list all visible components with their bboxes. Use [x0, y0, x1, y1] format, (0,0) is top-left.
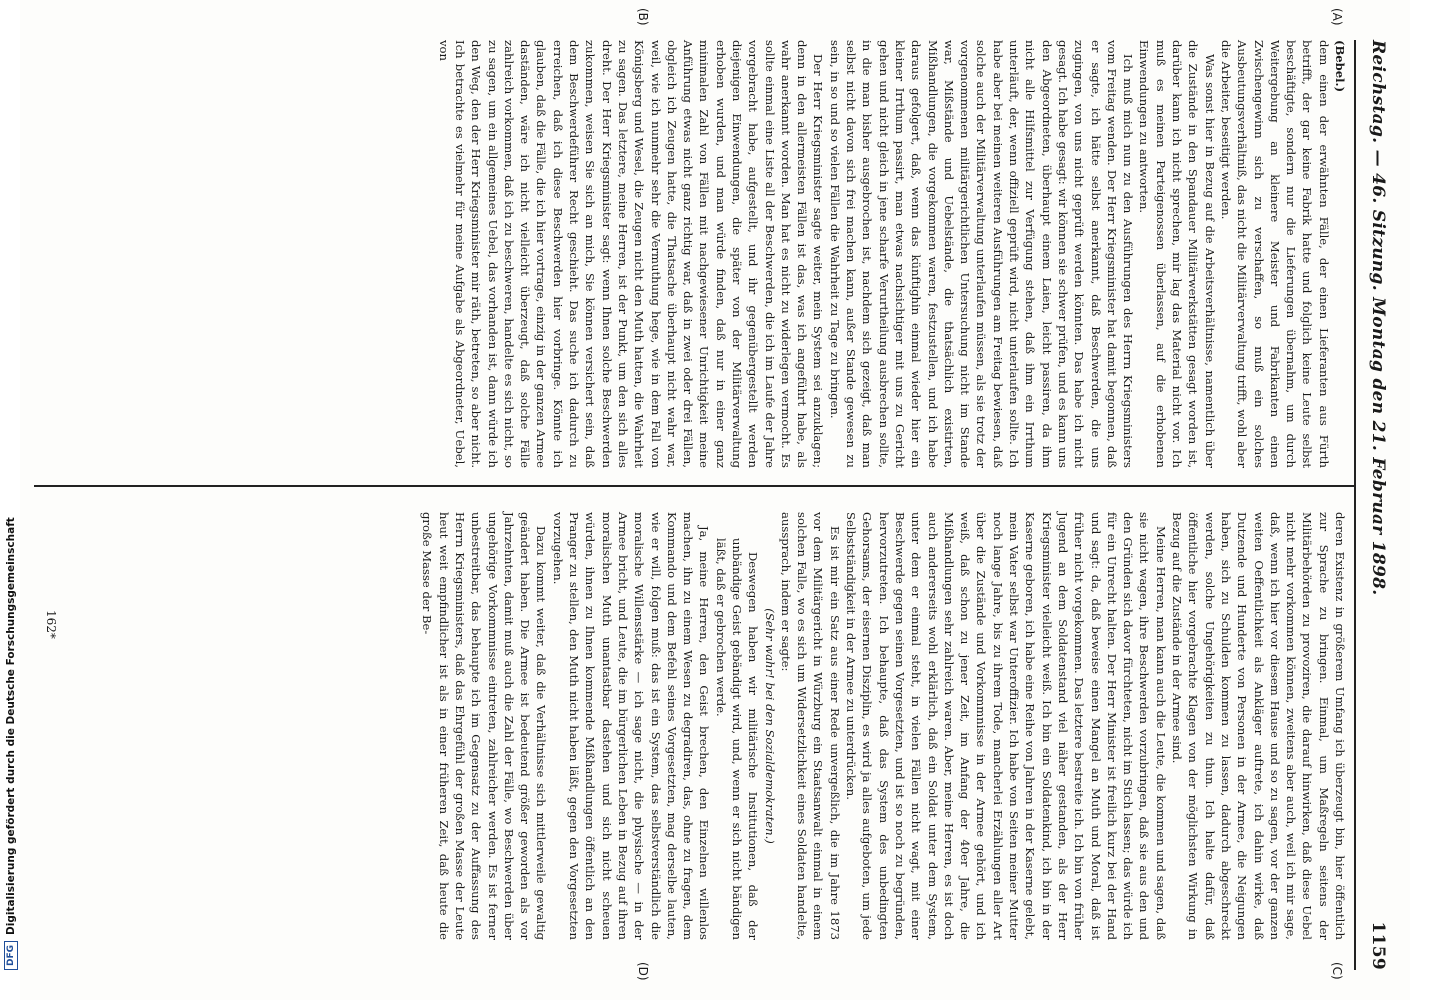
- right-column: [419, 512, 1348, 940]
- page-header: [1360, 40, 1396, 970]
- margin-marker-d: (D): [636, 962, 650, 981]
- header-rule: [1354, 40, 1356, 970]
- paragraph: Meine Herren, man kann auch die Leute, die kommen und sagen, daß sie nicht wagen, ihre Beschwerden vorzubringen, daß sie aus den und den Gründen sich davor fürchteten, nicht im Stich lassen; das würde ich für ein Unrecht halten. Der Herr Minister ist freilich kurz bei der Hand und sagt: da, daß beweise einen Mangel an Muth und Moral, daß ist früher nicht vorgekommen. Das letztere bestreite ich. Ich bin von früher Jugend an dem Soldatenstand viel näher gestanden, als der Herr Kriegsminister vielleicht weiß. Ich bin ein Soldatenkind, ich bin in der Kaserne geboren, ich habe eine Reihe von Jahren in der Kaserne gelebt, mein Vater selbst war Unteroffizier. Ich habe von Seiten meiner Mutter noch lange Jahre, bis zu ihrem Tode, mancherlei Erzählungen aller Art über die Zustände und Vorkommnisse in der Armee gehört, und ich weiß, daß schon zu jener Zeit, im Anfang der 40er Jahre, die Mißhandlungen sehr zahlreich waren. Aber, meine Herren, es ist doch auch andererseits wohl erklärlich, daß ein Soldat unter dem System, unter dem er einmal steht, in vielen Fällen nicht wagt, mit einer Beschwerde gegen seinen Vorgesetzten, und ist so noch zu begründen, hervorzutreten. Ich behaupte, daß das System des unbedingten Gehorsams, der eisernen Disziplin, es wird ja alles aufgeboten, um jede Selbstständigkeit in der Armee zu unterdrücken.: [844, 512, 1168, 940]
- paragraph: deren Existenz in größerem Umfang ich überzeugt bin, hier öffentlich zur Sprache zu bringen. Einmal, um Maßregeln seitens der Militärbehörden zu provoziren, die darauf hinwirken, daß diese Uebel nicht mehr vorkommen können, zweitens aber auch, weil ich mir sage, daß, wenn ich hier vor diesem Hause und so zu sagen, vor der ganzen weiten Oeffentlichkeit als Ankläger auftrete, ich dahin wirke, daß Dutzende und Hunderte von Personen in der Armee, die Neigungen haben, sich zu Schulden kommen zu lassen, dadurch abgeschreckt werden, solche Ungehörigkeiten zu thun. Ich halte dafür, daß öffentliche hier vorgebrachte Klagen von der möglichsten Wirkung in Bezug auf die Zustände in der Armee sind.: [1170, 512, 1347, 940]
- page-title: Reichstag. — 46. Sitzung. Montag den 21. Februar 1898.: [1368, 40, 1388, 596]
- speaker-label: (Bebel.): [1333, 40, 1347, 93]
- paragraph: dem einen der erwähnten Fälle, der einen Lieferanten aus Fürth betrifft, der gar keine Fabrik hatte und folglich keine Leute selbst beschäftigte, sondern nur die Lieferungen übernahm, um durch Weitergebung an kleinere Meister und Fabrikanten einen Zwischengewinn sich zu verschaffen, so muß ein solches Ausbeutungsverhältniß, das nicht die Militärverwaltung trifft, wohl aber die Arbeiter, beseitigt werden.: [1218, 40, 1331, 468]
- margin-marker-a: (A): [1330, 8, 1344, 26]
- attribution-strip: [2, 0, 20, 1000]
- dfg-logo: DFG: [4, 941, 18, 970]
- signature-mark: 162*: [44, 610, 58, 639]
- paragraph: Ja, meine Herren, den Geist brechen, den Einzelnen willenlos machen, ihn zu einem Wesen zu degradiren, das, ohne zu fragen, dem Kommando und dem Befehl seines Vorgesetzten, mag derselbe lauten, wie er will, folgen muß: das ist ein System, das selbstverständlich die moralische Willensstärke — ich sage nicht, die physische — in der Armee bricht, und Leute, die im bürgerlichen Leben in Bezug auf ihren moralischen Muth unantastbar dastehen und sich nicht scheuen würden, ihnen zu Ihnen kommende Mißhandlungen öffentlich an den Pranger zu stellen, den Muth nicht haben läßt, gegen den Vorgesetzten vorzugehen.: [550, 512, 712, 940]
- left-column: [435, 40, 1348, 468]
- attribution-text: Digitalisierung gefördert durch die Deutsche Forschungsgemeinschaft: [5, 517, 17, 935]
- quotation: Deswegen haben wir militärische Institutionen, daß der unbändige Geist gebändigt wird, und, wenn er sich nicht bändigen läßt, daß er gebrochen werde.: [713, 538, 761, 940]
- margin-marker-b: (B): [636, 8, 650, 26]
- page-number: 1159: [1368, 921, 1388, 970]
- scanned-page: [20, 0, 1410, 1000]
- margin-marker-c: (C): [1330, 962, 1344, 980]
- column-divider: [34, 485, 1354, 487]
- paragraph: Der Herr Kriegsminister sagte weiter, mein System sei anzuklagen; denn in den allermeisten Fällen ist das, was ich angeführt habe, als wahr anerkannt worden. Man hat es nicht zu widerlegen vermocht. Es sollte einmal eine Liste all der Beschwerden, die ich im Laufe der Jahre vorgebracht habe, aufgestellt, und ihr gegenübergestellt werden diejenigen Einwendungen, die später von der Militärverwaltung erhoben wurden, und man würde finden, daß nur in einer ganz minimalen Zahl von Fällen mit nachgewiesener Unrichtigkeit meine Anführung etwas nicht ganz richtig war, daß in zwei oder drei Fällen, obgleich ich Zeugen hatte, die Thatsache überhaupt nicht wahr war, weil, wie ich nunmehr sehr die Vermuthung hege, wie in dem Fall von Königsberg und Wesel, die Zeugen nicht den Muth hatten, die Wahrheit zu sagen. Das letztere, meine Herren, ist der Punkt, um den sich alles dreht. Der Herr Kriegsminister sagt: wenn Ihnen solche Beschwerden zukommen, weisen Sie sich an mich, Sie können versichert sein, daß dem Beschwerdeführer Recht geschieht. Das suche ich dadurch zu erreichen, daß ich diese Beschwerden hier vorbringe. Könnte ich glauben, daß die Fälle, die ich hier vortrage, einzig in der ganzen Armee daständen, wäre ich nicht vielleicht überzeugt, daß solche Fälle zahlreich vorkommen, daß ich zu beschweren, handelte es sich nicht, so zu sagen, um ein allgemeines Uebel, das vorhanden ist, dann würde ich den Weg, den der Herr Kriegsminister mir räth, betreten, so aber nicht. Ich betrachte es vielmehr für meine Aufgabe als Abgeordneter, Uebel, von: [436, 40, 826, 468]
- paragraph: Was sonst hier in Bezug auf die Arbeitsverhältnisse, namentlich über die Zustände in den Spandauer Militärwerkstätten gesagt worden ist, darüber kann ich nicht sprechen, mir lag das Material nicht vor. Ich muß es meinen Parteigenossen überlassen, auf die erhobenen Einwendungen zu antworten.: [1137, 40, 1217, 468]
- paragraph: Es ist mir ein Satz aus einer Rede unvergeßlich, die im Jahre 1873 vor dem Militärgericht in Würzburg ein Staatsanwalt einmal in einem solchen Falle, wo es sich um Widersetzlichkeit eines Soldaten handelte, aussprach, indem er sagte:: [778, 512, 842, 940]
- paragraph: Ich muß mich nun zu den Ausführungen des Herrn Kriegsministers vom Freitag wenden. Der Herr Kriegsminister hat damit begonnen, daß er sagte, ich hätte selbst anerkannt, daß Beschwerden, die uns zugingen, von uns nicht geprüft werden könnten. Das habe ich nicht gesagt. Ich habe gesagt: wir können sie schwer prüfen, und es kann uns den Abgeordneten, überhaupt einem Laien, leicht passiren, da ihm nicht alle Hilfsmittel zur Verfügung stehen, daß ihm ein Irrthum unterläuft, der, wenn offiziell geprüft wird, nicht unterlaufen sollte. Ich habe aber bei meinen weiteren Ausführungen am Freitag bewiesen, daß solche auch der Militärverwaltung unterlaufen müssen, als sie trotz der vorgenommenen militärgerichtlichen Untersuchung nicht im Stande war, Mißstände und Uebelstände, die thatsächlich existirten, Mißhandlungen, die vorgekommen waren, festzustellen, und ich habe daraus gefolgert, daß, wenn das künftighin einmal wieder hier ein kleiner Irrthum passirt, man etwas nachsichtiger mit uns zu Gericht gehen und nicht gleich in jene scharfe Verurtheilung ausbrechen sollte, in die man bisher ausgebrochen ist, nachdem sich gezeigt, daß man selbst nicht davon sich frei machen kann, außer Stande gewesen zu sein, in so und so vielen Fällen die Wahrheit zu Tage zu bringen.: [827, 40, 1136, 468]
- paragraph: Dazu kommt weiter, daß die Verhältnisse sich mittlerweile gewaltig geändert haben. Die Armee ist bedeutend größer geworden als vor Jahrzehnten, damit muß auch die Zahl der Fälle, wo Beschwerden über ungehörige Vorkommnisse eintreten, zahlreicher werden. Es ist ferner unbestreitbar, das behaupte ich im Gegensatz zu der Auffassung des Herrn Kriegsministers, daß das Ehrgefühl der großen Masse der Leute heut weit empfindlicher ist als in einer früheren Zeit, daß heute die große Masse der Be-: [420, 512, 549, 940]
- interjection: (Sehr wahr! bei den Sozialdemokraten.): [762, 608, 777, 844]
